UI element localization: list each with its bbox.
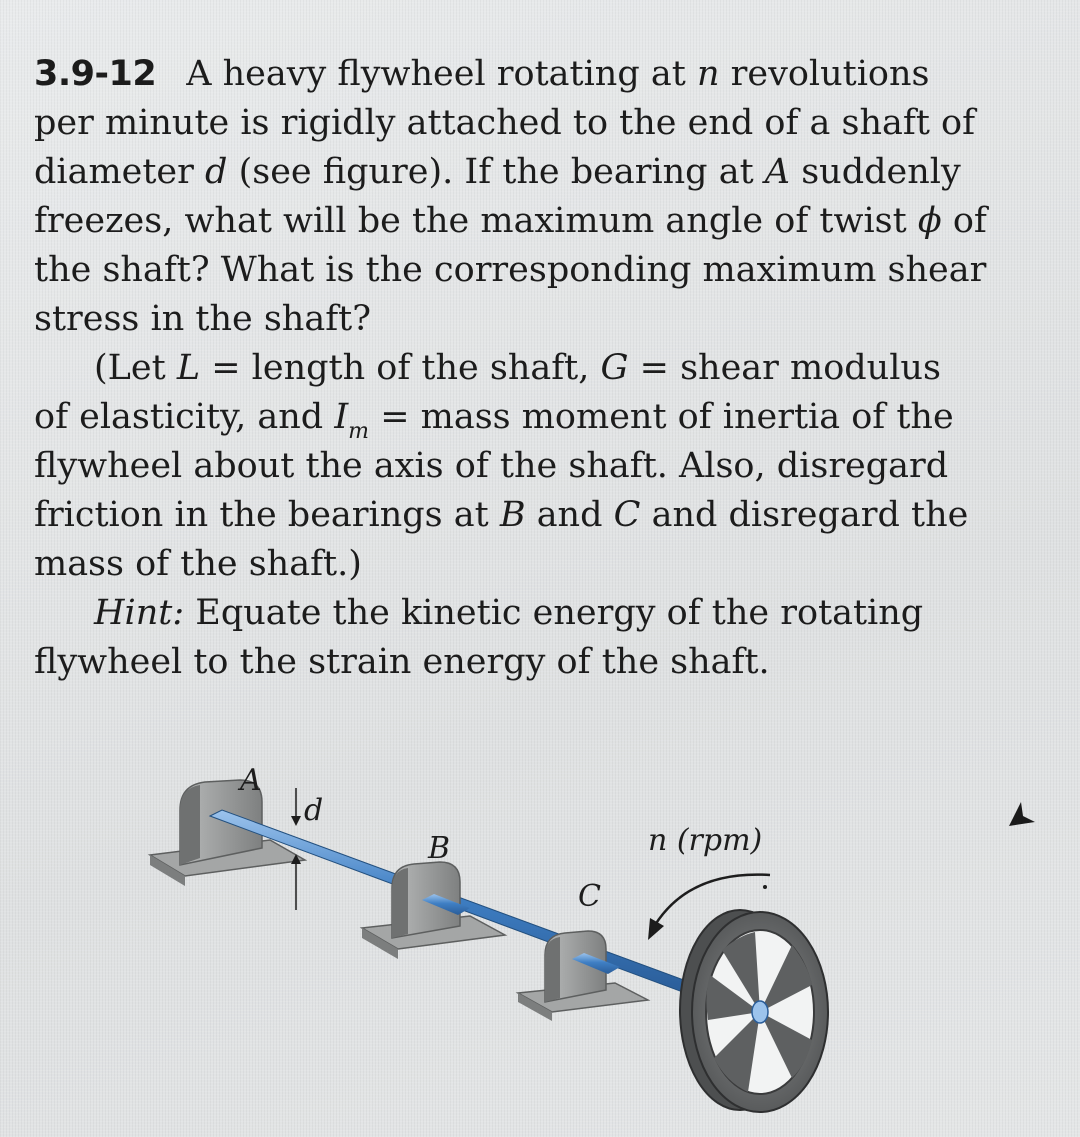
problem-line-8: of elasticity, and $I_m$ = mass moment of inertia of the [34,397,954,444]
problem-line-3: diameter d (see figure). If the bearing at A suddenly [34,152,961,192]
label-b: B [428,831,451,866]
label-a: A [240,763,262,798]
problem-line-6: stress in the shaft? [34,299,371,339]
problem-text [34,50,987,687]
problem-line-5: the shaft? What is the corresponding maximum shear [34,250,987,290]
problem-line-11: mass of the shaft.) [34,544,362,584]
problem-line-1: 3.9-12 A heavy flywheel rotating at n revolutions [34,54,930,94]
problem-line-7: (Let L = length of the shaft, G = shear modulus [94,348,941,388]
problem-line-12: Hint: Equate the kinetic energy of the rotating [94,593,924,633]
flywheel-figure [0,740,1080,1137]
hint-label: Hint: [94,593,185,633]
problem-line-4: freezes, what will be the maximum angle of twist ϕ of [34,201,987,241]
problem-number: 3.9-12 [34,54,157,94]
problem-line-13: flywheel to the strain energy of the shaft. [34,642,770,682]
problem-line-2: per minute is rigidly attached to the end of a shaft of [34,103,976,143]
flywheel [680,910,828,1112]
label-rpm: n (rpm) [648,823,763,858]
bearing-c [518,931,648,1021]
pointer-cursor-icon [1007,800,1037,830]
problem-line-9: flywheel about the axis of the shaft. Also, disregard [34,446,949,486]
problem-line-10: friction in the bearings at B and C and disregard the [34,495,969,535]
label-c: C [578,879,601,914]
label-d: d [304,793,324,828]
